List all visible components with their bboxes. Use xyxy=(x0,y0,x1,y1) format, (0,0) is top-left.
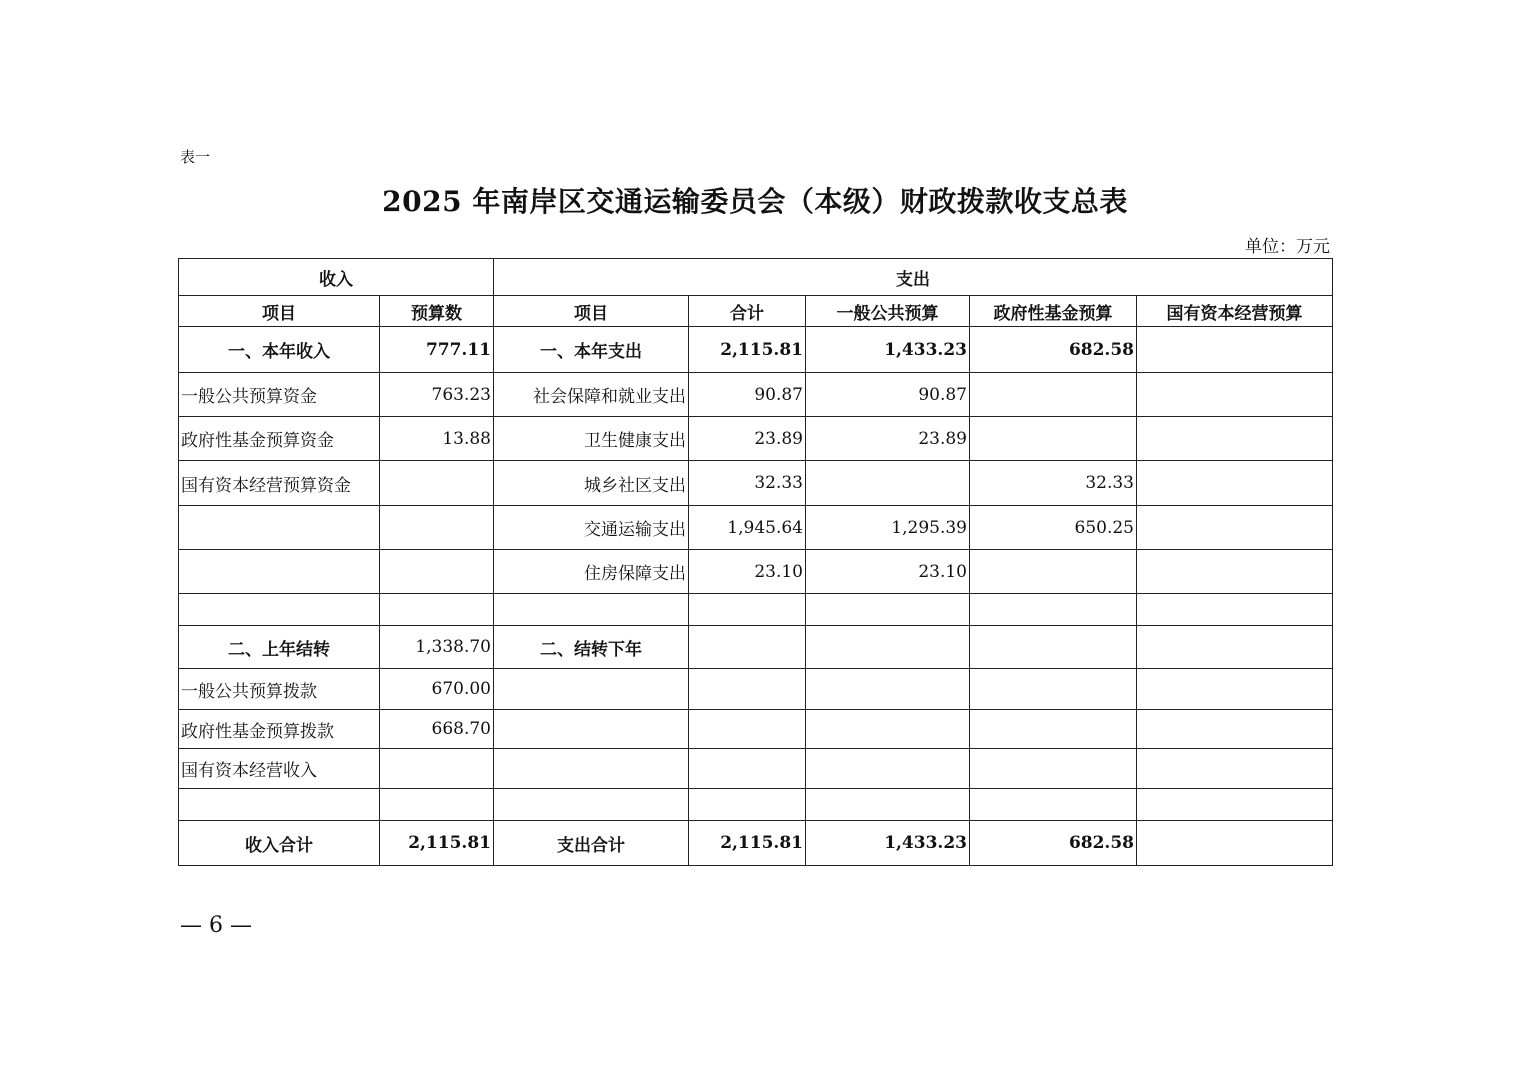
cell-total: 23.10 xyxy=(689,550,806,594)
cell-fund xyxy=(970,626,1137,669)
cell-capital xyxy=(1137,669,1333,710)
total-header: 合计 xyxy=(689,296,806,327)
cell-fund: 682.58 xyxy=(970,327,1137,373)
cell-capital xyxy=(1137,789,1333,821)
cell-in-val: 763.23 xyxy=(380,373,494,417)
cell-fund: 32.33 xyxy=(970,461,1137,506)
cell-ex-item xyxy=(494,749,689,789)
cell-in-val: 1,338.70 xyxy=(380,626,494,669)
cell-in-item: 二、上年结转 xyxy=(179,626,380,669)
cell-general: 1,433.23 xyxy=(806,821,970,866)
cell-in-item: 一、本年收入 xyxy=(179,327,380,373)
cell-in-item: 一般公共预算资金 xyxy=(179,373,380,417)
cell-fund xyxy=(970,373,1137,417)
cell-in-val xyxy=(380,594,494,626)
cell-total xyxy=(689,669,806,710)
header-row-columns xyxy=(179,296,1333,327)
cell-in-item xyxy=(179,789,380,821)
cell-general: 23.89 xyxy=(806,417,970,461)
cell-total: 2,115.81 xyxy=(689,821,806,866)
cell-in-val xyxy=(380,550,494,594)
table-row xyxy=(179,550,1333,594)
cell-ex-item: 交通运输支出 xyxy=(494,506,689,550)
cell-in-item: 国有资本经营预算资金 xyxy=(179,461,380,506)
unit-label: 单位：万元 xyxy=(1245,237,1330,257)
cell-capital xyxy=(1137,373,1333,417)
expense-item-header: 项目 xyxy=(494,296,689,327)
cell-general xyxy=(806,461,970,506)
cell-general: 1,295.39 xyxy=(806,506,970,550)
cell-capital xyxy=(1137,710,1333,749)
table-row xyxy=(179,417,1333,461)
cell-capital xyxy=(1137,461,1333,506)
cell-general xyxy=(806,669,970,710)
cell-ex-item xyxy=(494,789,689,821)
cell-in-item: 一般公共预算拨款 xyxy=(179,669,380,710)
cell-general xyxy=(806,710,970,749)
cell-total xyxy=(689,710,806,749)
cell-total xyxy=(689,626,806,669)
header-row-groups xyxy=(179,259,1333,296)
cell-ex-item: 二、结转下年 xyxy=(494,626,689,669)
general-budget-header: 一般公共预算 xyxy=(806,296,970,327)
cell-capital xyxy=(1137,821,1333,866)
table-row xyxy=(179,669,1333,710)
cell-in-val xyxy=(380,749,494,789)
cell-capital xyxy=(1137,749,1333,789)
cell-general: 23.10 xyxy=(806,550,970,594)
table-row xyxy=(179,821,1333,866)
cell-total: 32.33 xyxy=(689,461,806,506)
cell-in-val xyxy=(380,789,494,821)
budget-table xyxy=(178,258,1333,866)
cell-capital xyxy=(1137,506,1333,550)
cell-in-item: 收入合计 xyxy=(179,821,380,866)
table-row xyxy=(179,749,1333,789)
cell-fund xyxy=(970,789,1137,821)
cell-general xyxy=(806,749,970,789)
cell-general: 90.87 xyxy=(806,373,970,417)
cell-total: 90.87 xyxy=(689,373,806,417)
cell-general xyxy=(806,594,970,626)
cell-general xyxy=(806,789,970,821)
cell-ex-item xyxy=(494,594,689,626)
income-item-header: 项目 xyxy=(179,296,380,327)
cell-fund xyxy=(970,669,1137,710)
cell-ex-item xyxy=(494,669,689,710)
cell-total xyxy=(689,594,806,626)
cell-in-val: 668.70 xyxy=(380,710,494,749)
cell-capital xyxy=(1137,327,1333,373)
table-row xyxy=(179,594,1333,626)
page-title: 2025 年南岸区交通运输委员会（本级）财政拨款收支总表 xyxy=(382,185,1128,218)
cell-capital xyxy=(1137,594,1333,626)
cell-fund xyxy=(970,749,1137,789)
income-header: 收入 xyxy=(179,259,494,296)
cell-general xyxy=(806,626,970,669)
table-row xyxy=(179,506,1333,550)
cell-fund: 650.25 xyxy=(970,506,1137,550)
cell-ex-item: 支出合计 xyxy=(494,821,689,866)
cell-fund xyxy=(970,594,1137,626)
table-label: 表一 xyxy=(180,148,211,166)
cell-total: 23.89 xyxy=(689,417,806,461)
cell-capital xyxy=(1137,550,1333,594)
cell-in-item: 政府性基金预算资金 xyxy=(179,417,380,461)
cell-capital xyxy=(1137,417,1333,461)
table-row xyxy=(179,789,1333,821)
cell-ex-item: 一、本年支出 xyxy=(494,327,689,373)
cell-ex-item: 城乡社区支出 xyxy=(494,461,689,506)
capital-budget-header: 国有资本经营预算 xyxy=(1137,296,1333,327)
table-row xyxy=(179,626,1333,669)
cell-fund xyxy=(970,417,1137,461)
cell-in-val: 777.11 xyxy=(380,327,494,373)
fund-budget-header: 政府性基金预算 xyxy=(970,296,1137,327)
cell-general: 1,433.23 xyxy=(806,327,970,373)
cell-in-item xyxy=(179,506,380,550)
cell-total xyxy=(689,749,806,789)
table-row xyxy=(179,373,1333,417)
cell-fund xyxy=(970,710,1137,749)
cell-total xyxy=(689,789,806,821)
income-budget-header: 预算数 xyxy=(380,296,494,327)
cell-total: 1,945.64 xyxy=(689,506,806,550)
cell-in-val: 13.88 xyxy=(380,417,494,461)
cell-in-val xyxy=(380,506,494,550)
cell-ex-item xyxy=(494,710,689,749)
cell-ex-item: 卫生健康支出 xyxy=(494,417,689,461)
cell-in-val: 2,115.81 xyxy=(380,821,494,866)
cell-in-item xyxy=(179,594,380,626)
cell-in-val: 670.00 xyxy=(380,669,494,710)
table-row xyxy=(179,461,1333,506)
expense-header: 支出 xyxy=(494,259,1333,296)
table-row xyxy=(179,327,1333,373)
cell-fund: 682.58 xyxy=(970,821,1137,866)
cell-in-item: 政府性基金预算拨款 xyxy=(179,710,380,749)
cell-in-item xyxy=(179,550,380,594)
cell-ex-item: 社会保障和就业支出 xyxy=(494,373,689,417)
cell-in-val xyxy=(380,461,494,506)
table-row xyxy=(179,710,1333,749)
page-number: — 6 — xyxy=(180,913,252,938)
cell-ex-item: 住房保障支出 xyxy=(494,550,689,594)
cell-capital xyxy=(1137,626,1333,669)
cell-in-item: 国有资本经营收入 xyxy=(179,749,380,789)
cell-total: 2,115.81 xyxy=(689,327,806,373)
cell-fund xyxy=(970,550,1137,594)
